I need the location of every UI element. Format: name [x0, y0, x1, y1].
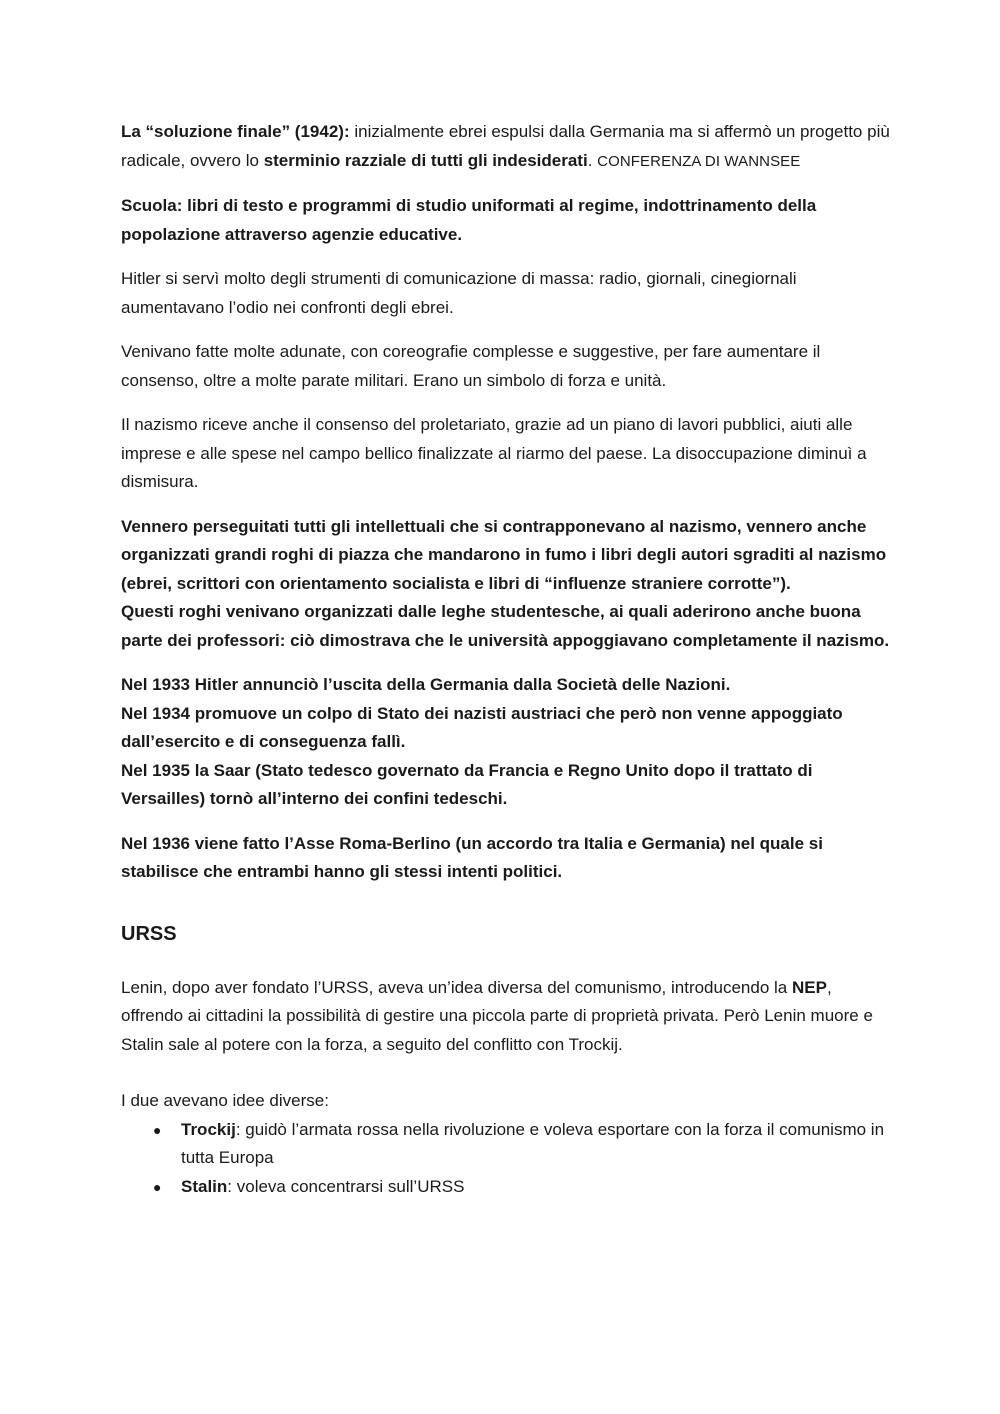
wannsee-conference: CONFERENZA DI WANNSEE: [597, 152, 801, 170]
paragraph-intellectuals: [121, 513, 891, 656]
paragraph-rallies: Venivano fatte molte adunate, con coreografie complesse e suggestive, per fare aumentare il consenso, oltre a molte parate militari. Erano un simbolo di forza e unità.: [121, 342, 821, 390]
document-page: [121, 118, 891, 1201]
final-solution-lead: La “soluzione finale” (1942):: [121, 122, 350, 141]
final-solution-punct: .: [587, 150, 598, 170]
paragraph-different-ideas: I due avevano idee diverse:: [121, 1091, 329, 1110]
lenin-text-2: , offrendo ai cittadini la possibilità di gestire una piccola parte di proprietà privata. Però Lenin muore e Stalin sale al potere con la forza, a seguito del conflitto con Trockij.: [121, 977, 873, 1054]
lenin-text: Lenin, dopo aver fondato l’URSS, aveva un’idea diversa del comunismo, introducendo la: [121, 977, 792, 997]
final-solution-text: inizialmente ebrei espulsi dalla Germania ma si affermò un progetto più radicale, ovvero lo: [121, 122, 890, 170]
paragraph-axis: Nel 1936 viene fatto l’Asse Roma-Berlino (un accordo tra Italia e Germania) nel quale si stabilisce che entrambi hanno gli stessi intenti politici.: [121, 833, 823, 881]
final-solution-bold: sterminio razziale di tutti gli indesiderati: [263, 150, 588, 170]
bullet-list: [121, 1116, 891, 1202]
book-burning-text: Questi roghi venivano organizzati dalle leghe studentesche, ai quali aderirono anche buona parte dei professori: ciò dimostrava che le università appoggiavano completamente il nazismo.: [121, 602, 890, 650]
bullet-icon: ●: [153, 1121, 162, 1138]
paragraph-mass-media: Hitler si servì molto degli strumenti di comunicazione di massa: radio, giornali, cinegiornali aumentavano l’odio nei confronti degli ebrei.: [121, 269, 797, 317]
nep-term: NEP: [791, 977, 827, 997]
bullet-text-stalin: : voleva concentrarsi sull’URSS: [227, 1176, 465, 1196]
event-1933: Nel 1933 Hitler annunciò l’uscita della Germania dalla Società delle Nazioni.: [121, 675, 731, 694]
section-heading-urss: URSS: [121, 922, 177, 945]
bullet-name-trockij: Trockij: [181, 1119, 236, 1139]
event-1935: Nel 1935 la Saar (Stato tedesco governato da Francia e Regno Unito dopo il trattato di Versailles) tornò all’interno dei confini tedeschi.: [121, 760, 813, 808]
bullet-text-trockij: : guidò l’armata rossa nella rivoluzione e voleva esportare con la forza il comunismo in tutta Europa: [181, 1119, 885, 1167]
list-item-trockij: [121, 1116, 891, 1173]
bullet-icon: ●: [153, 1178, 162, 1195]
paragraph-lenin: [121, 974, 891, 1060]
list-item-stalin: [121, 1173, 891, 1202]
paragraph-school: Scuola: libri di testo e programmi di studio uniformati al regime, indottrinamento della popolazione attraverso agenzie educative.: [121, 196, 817, 244]
intellectuals-text: Vennero perseguitati tutti gli intellettuali che si contrapponevano al nazismo, vennero anche organizzati grandi roghi di piazza che mandarono in fumo i libri degli autori sgraditi al nazismo (ebrei, scrittori con orientamento socialista e libri di “influenze straniere corrotte”).: [121, 516, 887, 593]
paragraph-final-solution: [121, 118, 891, 176]
paragraph-proletariat: Il nazismo riceve anche il consenso del proletariato, grazie ad un piano di lavori pubblici, aiuti alle imprese e alle spese nel campo bellico finalizzate al riarmo del paese. La disoccupazione diminuì a dismisura.: [121, 415, 867, 491]
event-1934: Nel 1934 promuove un colpo di Stato dei nazisti austriaci che però non venne appoggiato dall’esercito e di conseguenza fallì.: [121, 703, 843, 751]
paragraph-foreign-policy: [121, 671, 891, 814]
bullet-name-stalin: Stalin: [181, 1176, 228, 1196]
